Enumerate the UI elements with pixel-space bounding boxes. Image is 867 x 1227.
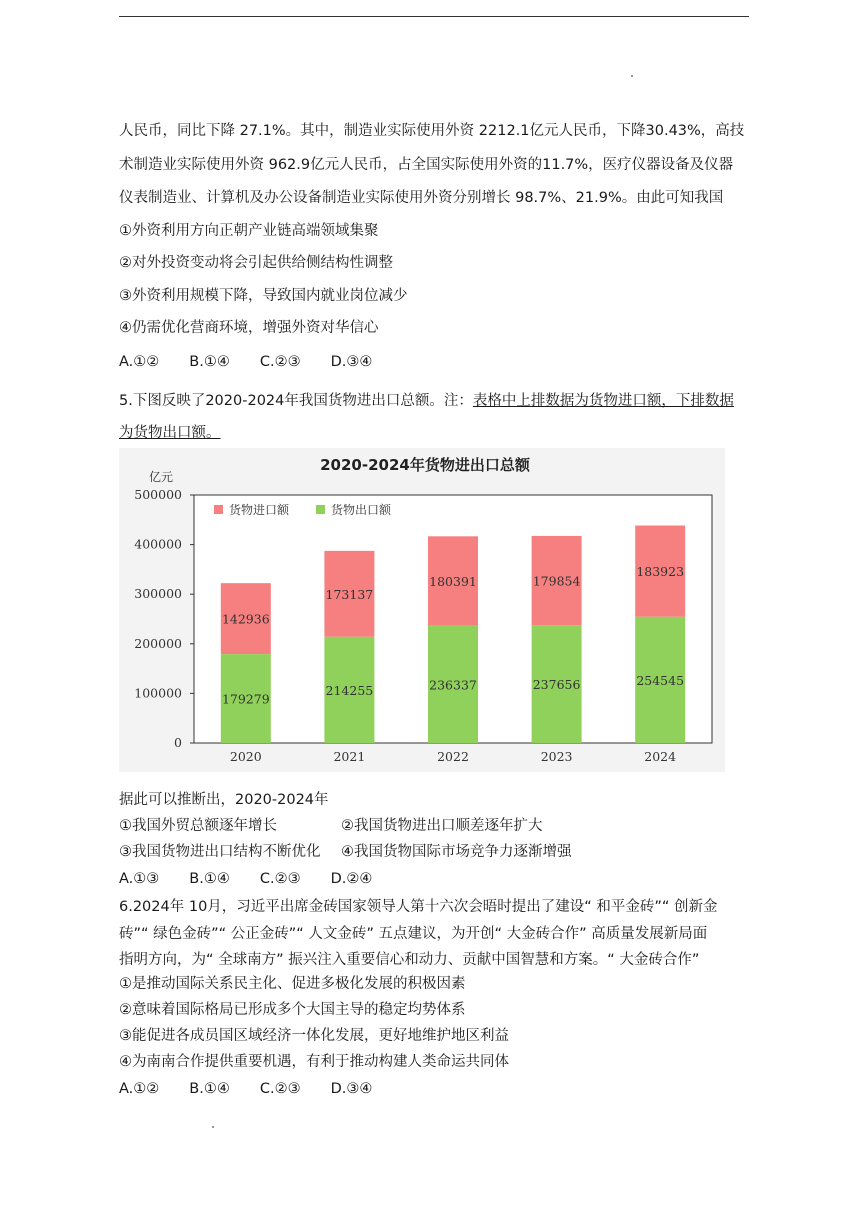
export-value-label: 254545 — [636, 672, 685, 688]
q6-stem-line-2: 砖”“ 绿色金砖”“ 公正金砖”“ 人文金砖” 五点建议，为开创“ 大金砖合作” 高质量发展新局面 — [119, 926, 708, 942]
q5-option-1: ①我国外贸总额逐年增长 — [119, 818, 277, 834]
scan-speck — [631, 75, 633, 77]
y-tick-label: 100000 — [134, 685, 182, 701]
q5-stem-note-cont: 为货物出口额。 — [119, 425, 221, 441]
q4-choice-a: A.①② — [119, 354, 160, 370]
q6-option-4: ④为南南合作提供重要机遇，有利于推动构建人类命运共同体 — [119, 1054, 509, 1070]
legend-label-import: 货物进口额 — [229, 503, 290, 517]
export-value-label: 236337 — [429, 677, 477, 693]
q4-choices — [119, 352, 759, 372]
q5-choice-a: A.①③ — [119, 871, 160, 887]
x-tick-label: 2021 — [333, 749, 366, 764]
legend-label-export: 货物出口额 — [331, 503, 392, 517]
paragraph-line-2: 术制造业实际使用外资 962.9亿元人民币，占全国实际使用外资的11.7%，医疗仪器设备及仪器 — [119, 157, 734, 173]
import-value-label: 142936 — [221, 611, 270, 627]
export-value-label: 214255 — [325, 682, 374, 698]
trade-chart-svg — [119, 448, 725, 772]
import-value-label: 173137 — [325, 586, 374, 602]
x-tick-label: 2022 — [437, 749, 469, 764]
import-value-label: 179854 — [532, 573, 581, 589]
q5-stem-note: 表格中上排数据为货物进口额，下排数据 — [472, 393, 734, 409]
q5-choice-d: D.②④ — [330, 871, 373, 887]
q4-option-4: ④仍需优化营商环境，增强外资对华信心 — [119, 320, 379, 336]
header-rule — [119, 16, 749, 17]
q5-choices — [119, 869, 759, 889]
chart-title: 2020-2024年货物进出口总额 — [320, 456, 530, 474]
q4-option-1: ①外资利用方向正朝产业链高端领域集聚 — [119, 223, 379, 239]
q6-choice-d: D.③④ — [330, 1081, 373, 1097]
import-value-label: 180391 — [429, 574, 477, 590]
q6-stem-line-1: 6.2024年 10月，习近平出席金砖国家领导人第十六次会晤时提出了建设“ 和平金砖”“ 创新金 — [119, 899, 718, 915]
q5-stem-line-1 — [119, 391, 759, 411]
q5-after-text: 据此可以推断出，2020-2024年 — [119, 792, 329, 808]
y-tick-label: 200000 — [134, 635, 182, 651]
q4-choice-b: B.①④ — [189, 354, 230, 370]
q5-option-2: ②我国货物进出口顺差逐年扩大 — [341, 818, 543, 834]
q4-option-3: ③外资利用规模下降，导致国内就业岗位减少 — [119, 288, 408, 304]
import-value-label: 183923 — [636, 564, 685, 580]
y-tick-label: 500000 — [134, 487, 182, 502]
q5-choice-c: C.②③ — [259, 871, 301, 887]
q5-options-row-2 — [119, 842, 759, 862]
q6-choice-c: C.②③ — [259, 1081, 301, 1097]
y-tick-label: 0 — [174, 735, 182, 750]
y-axis-unit-label: 亿元 — [149, 470, 174, 484]
q6-option-1: ①是推动国际关系民主化、促进多极化发展的积极因素 — [119, 976, 466, 992]
y-tick-label: 300000 — [134, 586, 182, 602]
q6-choice-a: A.①② — [119, 1081, 160, 1097]
legend-swatch-import — [214, 505, 223, 514]
x-tick-label: 2023 — [540, 749, 573, 764]
paragraph-line-3: 仪表制造业、计算机及办公设备制造业实际使用外资分别增长 98.7%、21.9%。由此可知我国 — [119, 190, 724, 206]
q4-choice-c: C.②③ — [259, 354, 301, 370]
q6-choice-b: B.①④ — [189, 1081, 230, 1097]
q5-stem-line-2 — [119, 423, 759, 443]
export-value-label: 179279 — [221, 691, 270, 707]
trade-chart — [119, 448, 725, 772]
q6-option-3: ③能促进各成员国区域经济一体化发展，更好地维护地区利益 — [119, 1028, 509, 1044]
q4-option-2: ②对外投资变动将会引起供给侧结构性调整 — [119, 255, 393, 271]
paragraph-line-1: 人民币，同比下降 27.1%。其中，制造业实际使用外资 2212.1亿元人民币，下降30.43%，高技 — [119, 123, 745, 139]
scan-speck — [212, 1126, 214, 1128]
q4-choice-d: D.③④ — [330, 354, 373, 370]
x-tick-label: 2020 — [229, 749, 262, 764]
q5-choice-b: B.①④ — [189, 871, 230, 887]
q5-option-4: ④我国货物国际市场竞争力逐渐增强 — [341, 844, 572, 860]
export-value-label: 237656 — [532, 677, 581, 693]
q5-option-3: ③我国货物进出口结构不断优化 — [119, 844, 321, 860]
y-tick-label: 400000 — [134, 536, 182, 552]
legend-swatch-export — [316, 505, 325, 514]
x-tick-label: 2024 — [644, 749, 677, 764]
q5-options-row-1 — [119, 816, 759, 836]
q6-stem-line-3: 指明方向，为“ 全球南方” 振兴注入重要信心和动力、贡献中国智慧和方案。“ 大金砖合作” — [119, 952, 700, 968]
q6-option-2: ②意味着国际格局已形成多个大国主导的稳定均势体系 — [119, 1002, 466, 1018]
q5-stem-text: 5.下图反映了2020-2024年我国货物进出口总额。注： — [119, 393, 473, 409]
q6-choices — [119, 1079, 759, 1099]
